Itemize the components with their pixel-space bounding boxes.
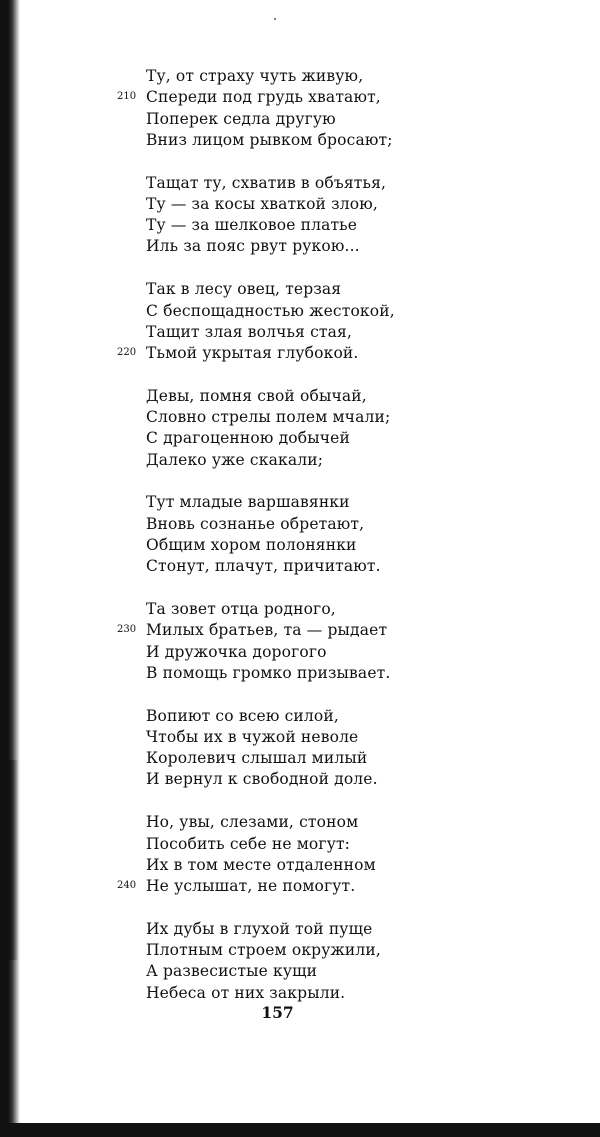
scan-speck — [274, 18, 276, 20]
line-number: 240 — [117, 880, 137, 891]
poem-line: Пособить себе не могут: — [146, 834, 351, 853]
poem-line: Стонут, плачут, причитают. — [146, 557, 381, 576]
poem-line: Ту, от страху чуть живую, — [146, 67, 364, 85]
poem-line: И дружочка дорогого — [146, 642, 327, 661]
poem-line: С драгоценною добычей — [146, 429, 350, 448]
poem-line: Ту — за шелковое платье — [146, 216, 358, 235]
poem-line: Не услышат, не помогут. — [146, 877, 356, 895]
poem-line: Небеса от них закрыли. — [146, 983, 346, 1002]
poem-line: Милых братьев, та — рыдает — [146, 621, 388, 640]
poem-line: Та зовет отца родного, — [146, 600, 336, 618]
poem-line: Их дубы в глухой той пуще — [146, 919, 373, 938]
poem-line: В помощь громко призывает. — [146, 663, 391, 682]
poem-line: Иль за пояс рвут рукою... — [146, 237, 360, 256]
poem-line: Вновь сознанье обретают, — [146, 514, 365, 533]
poem-line: Поперек седла другую — [146, 109, 336, 128]
poem-line: Вниз лицом рывком бросают; — [146, 130, 393, 149]
page-number: 157 — [261, 1003, 294, 1022]
line-number: 230 — [117, 624, 137, 636]
line-number: 220 — [117, 347, 137, 358]
poem-line: Плотным строем окружили, — [146, 941, 381, 960]
poem-line: Тащат ту, схватив в объятья, — [146, 173, 387, 192]
poem-line: Королевич слышал милый — [146, 749, 368, 768]
poem-line: А развесистые кущи — [146, 962, 318, 981]
poem-line: Далеко уже скакали; — [146, 450, 324, 469]
poem-line: Тащит злая волчья стая, — [146, 322, 353, 341]
poem-line: С беспощадностью жестокой, — [146, 301, 395, 320]
poem-line: Ту — за косы хваткой злою, — [146, 194, 378, 213]
poem-line: Спереди под грудь хватают, — [146, 88, 381, 107]
line-number: 210 — [117, 91, 137, 103]
poem-line: Общим хором полонянки — [146, 535, 357, 554]
poem-line: Девы, помня свой обычай, — [146, 386, 367, 405]
scan-bottom-edge-shadow — [0, 1123, 600, 1137]
scan-left-edge-shadow-lower — [0, 760, 18, 960]
poem-line: Тут младые варшавянки — [146, 493, 350, 512]
scan-left-edge-shadow — [0, 0, 20, 1137]
poem-line: Чтобы их в чужой неволе — [146, 727, 359, 746]
poem-line: Их в том месте отдаленном — [146, 855, 376, 874]
poem-line: Но, увы, слезами, стоном — [146, 813, 359, 832]
poem-line: Вопиют со всею силой, — [146, 706, 339, 725]
poem-line: И вернул к свободной доле. — [146, 770, 378, 789]
poem-line: Так в лесу овец, терзая — [146, 280, 342, 299]
poem-line: Словно стрелы полем мчали; — [146, 408, 391, 427]
poem-line: Тьмой укрытая глубокой. — [146, 344, 359, 362]
